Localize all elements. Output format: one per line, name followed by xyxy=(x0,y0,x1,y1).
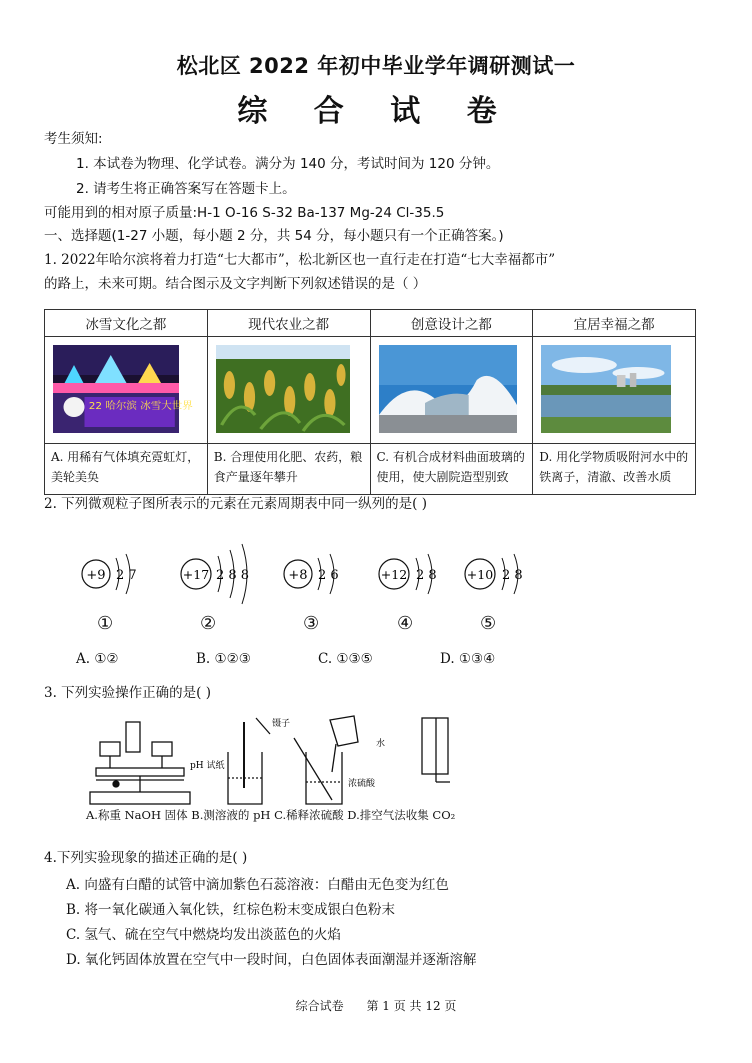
ph-test-icon xyxy=(228,718,270,804)
corn-field-photo xyxy=(216,345,350,433)
atom-diagram-1 xyxy=(78,536,158,616)
q3-stem: 3. 下列实验操作正确的是( ) xyxy=(44,685,211,701)
q1-stem-line1: 1. 2022年哈尔滨将着力打造“七大都市”，松北新区也一直行走在打造“七大幸福都市” xyxy=(44,252,556,268)
label-acid: 浓硫酸 xyxy=(348,779,376,789)
q1-table xyxy=(44,309,696,495)
balance-icon xyxy=(90,722,190,804)
q2-stem: 2. 下列微观粒子图所表示的元素在元素周期表中同一纵列的是( ) xyxy=(44,496,427,512)
q1-option-c: C. 有机合成材料曲面玻璃的使用，使大剧院造型别致 xyxy=(370,444,533,495)
q3-apparatus-figure xyxy=(86,712,466,812)
atom-5-shells: 2 8 xyxy=(502,568,523,583)
atom-4-label: ④ xyxy=(397,613,414,634)
label-water: 水 xyxy=(376,739,386,749)
ice-festival-photo xyxy=(53,345,193,433)
notice-heading: 考生须知: xyxy=(44,131,103,147)
q1-header-a: 冰雪文化之都 xyxy=(45,310,208,337)
label-tweezers: 镊子 xyxy=(272,719,291,729)
exam-title: 松北区 2022 年初中毕业学年调研测试一 xyxy=(176,54,576,78)
atom-3-shells: 2 6 xyxy=(318,568,339,583)
q1-header-b: 现代农业之都 xyxy=(207,310,370,337)
q3-caption: A.称重 NaOH 固体 B.测溶液的 pH C.稀释浓硫酸 D.排空气法收集 CO₂ xyxy=(86,808,456,822)
section-heading: 一、选择题(1-27 小题，每小题 2 分，共 54 分，每小题只有一个正确答案。) xyxy=(44,228,504,244)
atom-1-nucleus: +9 xyxy=(86,568,106,583)
q4-option-d: D. 氧化钙固体放置在空气中一段时间，白色固体表面潮湿并逐渐溶解 xyxy=(66,952,477,968)
atom-1-shells: 2 7 xyxy=(116,568,137,583)
atom-5-nucleus: +10 xyxy=(466,567,494,582)
notice-item-2: 2. 请考生将正确答案写在答题卡上。 xyxy=(76,181,296,197)
atom-3-nucleus: +8 xyxy=(288,568,308,583)
q2-option-a: A. ①② xyxy=(76,651,119,667)
q1-option-a: A. 用稀有气体填充霓虹灯，美轮美奂 xyxy=(45,444,208,495)
atom-diagram-5 xyxy=(462,536,542,616)
q2-option-b: B. ①②③ xyxy=(196,651,251,667)
atom-diagram-3 xyxy=(280,536,360,616)
atom-4-shells: 2 8 xyxy=(416,568,437,583)
atomic-masses: 可能用到的相对原子质量:H-1 O-16 S-32 Ba-137 Mg-24 Cl-35.5 xyxy=(44,205,445,221)
q1-header-d: 宜居幸福之都 xyxy=(533,310,696,337)
atom-2-nucleus: +17 xyxy=(182,567,210,582)
atom-2-label: ② xyxy=(200,613,217,634)
gas-bottle-icon xyxy=(422,718,450,782)
q4-option-a: A. 向盛有白醋的试管中滴加紫色石蕊溶液：白醋由无色变为红色 xyxy=(66,877,449,893)
q4-option-b: B. 将一氧化碳通入氧化铁，红棕色粉末变成银白色粉末 xyxy=(66,902,396,918)
q4-option-c: C. 氢气、硫在空气中燃烧均发出淡蓝色的火焰 xyxy=(66,927,341,943)
q1-option-b: B. 合理使用化肥、农药，粮食产量逐年攀升 xyxy=(207,444,370,495)
grand-theatre-photo xyxy=(379,345,517,433)
atom-1-label: ① xyxy=(97,613,114,634)
q1-header-c: 创意设计之都 xyxy=(370,310,533,337)
q2-option-d: D. ①③④ xyxy=(440,651,496,667)
atom-diagram-2 xyxy=(178,530,268,616)
atom-3-label: ③ xyxy=(303,613,320,634)
ice-festival-sign: 22 哈尔滨 冰雪大世界 xyxy=(88,400,193,412)
q1-option-d: D. 用化学物质吸附河水中的铁离子，清澈、改善水质 xyxy=(533,444,696,495)
exam-subtitle: 综 合 试 卷 xyxy=(237,94,515,129)
q4-stem: 4.下列实验现象的描述正确的是( ) xyxy=(44,850,248,866)
label-ph-paper: pH 试纸 xyxy=(190,761,225,771)
q2-option-c: C. ①③⑤ xyxy=(318,651,373,667)
atom-2-shells: 2 8 8 xyxy=(216,568,250,583)
notice-item-1: 1. 本试卷为物理、化学试卷。满分为 140 分，考试时间为 120 分钟。 xyxy=(76,156,500,172)
dilution-icon xyxy=(294,716,358,804)
q1-stem-line2: 的路上，未来可期。结合图示及文字判断下列叙述错误的是（ ） xyxy=(44,276,427,292)
wetland-park-photo xyxy=(541,345,671,433)
atom-4-nucleus: +12 xyxy=(380,567,408,582)
atom-diagram-4 xyxy=(376,536,456,616)
atom-5-label: ⑤ xyxy=(480,613,497,634)
page-footer: 综合试卷 第 1 页 共 12 页 xyxy=(295,999,457,1013)
